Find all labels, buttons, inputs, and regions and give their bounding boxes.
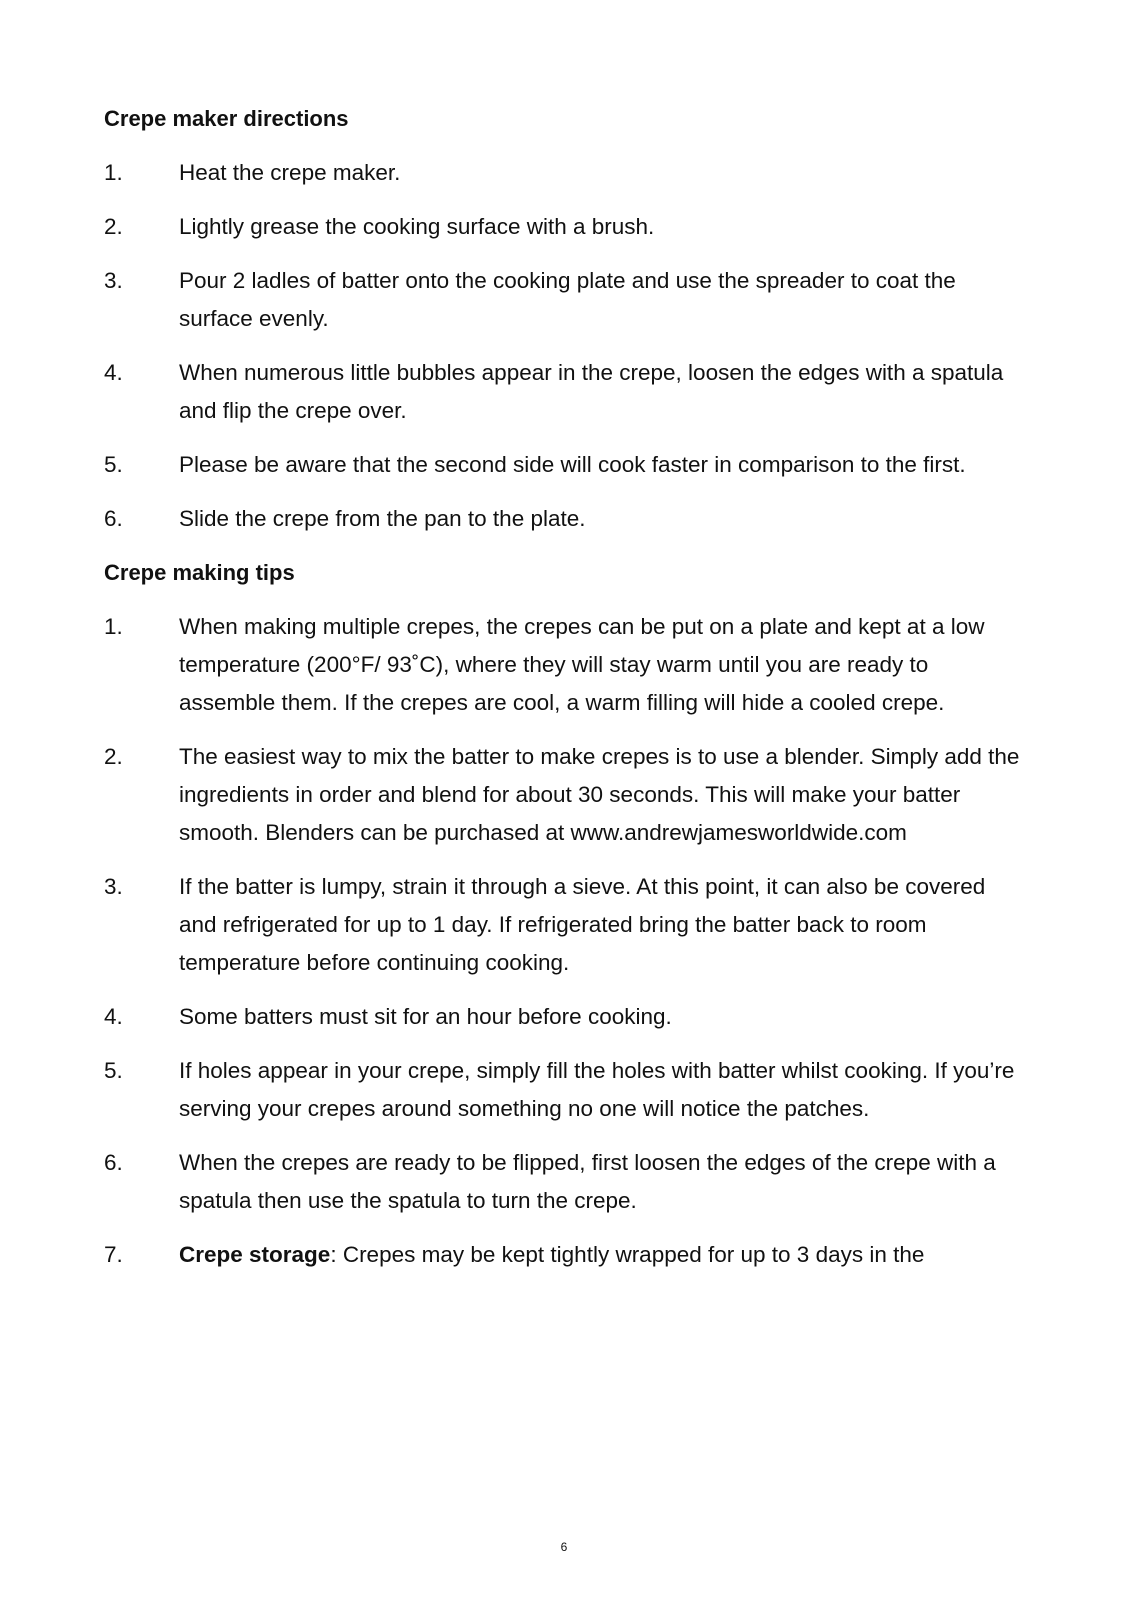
list-number: 5. xyxy=(104,1058,123,1083)
list-number: 4. xyxy=(104,1004,123,1029)
list-item xyxy=(104,738,1024,852)
section-heading-directions: Crepe maker directions xyxy=(104,106,349,131)
list-text: If the batter is lumpy, strain it through a sieve. At this point, it can also be covered and refrigerated for up to 1 day. If refrigerated bring the batter back to room temperature before continuing cooking. xyxy=(179,874,986,975)
list-item xyxy=(104,446,1024,484)
list-number: 2. xyxy=(104,744,123,769)
list-item xyxy=(104,1236,1024,1274)
list-text xyxy=(179,1236,1024,1274)
list-item xyxy=(104,868,1024,982)
list-number: 6. xyxy=(104,1150,123,1175)
list-text: Please be aware that the second side will cook faster in comparison to the first. xyxy=(179,452,966,477)
list-text: Some batters must sit for an hour before cooking. xyxy=(179,1004,672,1029)
list-number: 3. xyxy=(104,268,123,293)
list-text: If holes appear in your crepe, simply fill the holes with batter whilst cooking. If you’re serving your crepes around something no one will notice the patches. xyxy=(179,1058,1015,1121)
list-text: When numerous little bubbles appear in the crepe, loosen the edges with a spatula and flip the crepe over. xyxy=(179,360,1004,423)
list-text: When the crepes are ready to be flipped, first loosen the edges of the crepe with a spatula then use the spatula to turn the crepe. xyxy=(179,1150,996,1213)
section-heading-tips: Crepe making tips xyxy=(104,560,295,585)
list-text: The easiest way to mix the batter to make crepes is to use a blender. Simply add the ingredients in order and blend for about 30 seconds. This will make your batter smooth. Blenders can be purchased at www.andrewjamesworldwide.com xyxy=(179,744,1020,845)
list-number: 5. xyxy=(104,452,123,477)
list-number: 1. xyxy=(104,614,123,639)
list-number: 6. xyxy=(104,506,123,531)
list-number: 1. xyxy=(104,160,123,185)
page-number: 6 xyxy=(560,1540,568,1554)
list-item xyxy=(104,1144,1024,1220)
storage-lead: Crepe storage xyxy=(179,1242,331,1267)
list-number: 3. xyxy=(104,874,123,899)
list-item xyxy=(104,208,1024,246)
directions-list xyxy=(104,154,1024,538)
storage-text: : Crepes may be kept tightly wrapped for up to 3 days in the xyxy=(330,1242,925,1267)
list-number: 2. xyxy=(104,214,123,239)
tips-list xyxy=(104,608,1024,1274)
list-item xyxy=(104,262,1024,338)
list-text: Heat the crepe maker. xyxy=(179,160,401,185)
list-item xyxy=(104,500,1024,538)
list-text: When making multiple crepes, the crepes can be put on a plate and kept at a low temperature (200°F/ 93˚C), where they will stay warm until you are ready to assemble them. If the crepes are cool, a warm filling will hide a cooled crepe. xyxy=(179,614,985,715)
list-item xyxy=(104,154,1024,192)
list-text: Slide the crepe from the pan to the plate. xyxy=(179,506,586,531)
list-text: Pour 2 ladles of batter onto the cooking plate and use the spreader to coat the surface evenly. xyxy=(179,268,956,331)
list-item xyxy=(104,608,1024,722)
list-item xyxy=(104,354,1024,430)
list-number: 7. xyxy=(104,1242,123,1267)
list-number: 4. xyxy=(104,360,123,385)
list-text: Lightly grease the cooking surface with a brush. xyxy=(179,214,655,239)
list-item xyxy=(104,1052,1024,1128)
list-item xyxy=(104,998,1024,1036)
document-content xyxy=(104,100,1024,1290)
